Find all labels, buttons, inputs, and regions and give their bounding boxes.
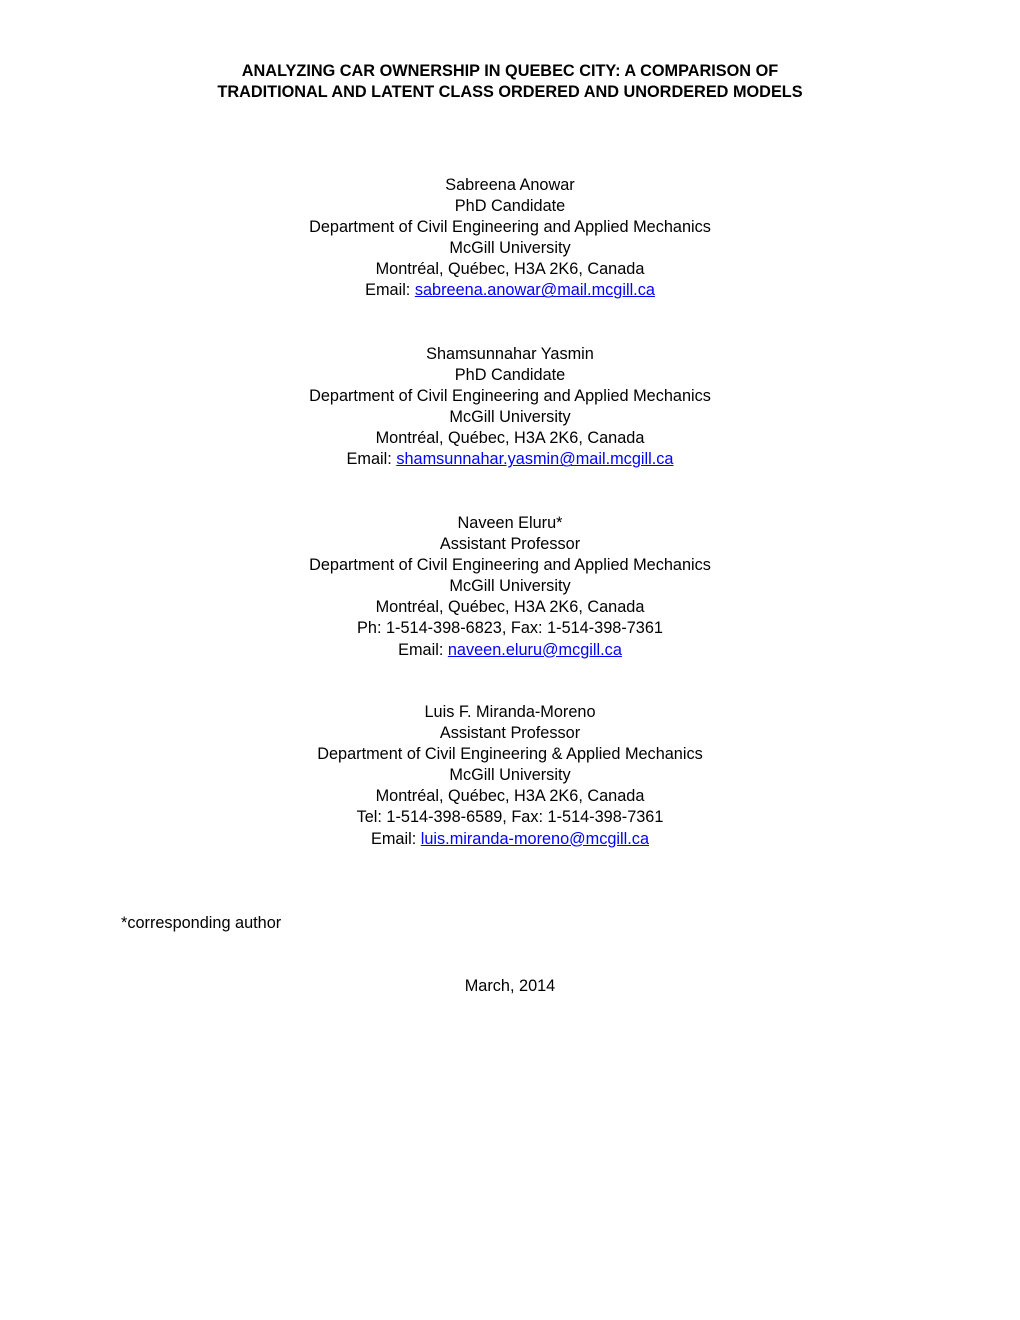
author-university: McGill University xyxy=(449,239,571,258)
email-link[interactable]: luis.miranda-moreno@mcgill.ca xyxy=(420,829,650,848)
author-address: Montréal, Québec, H3A 2K6, Canada xyxy=(375,787,645,806)
author-name: Luis F. Miranda-Moreno xyxy=(424,703,596,721)
author-name: Shamsunnahar Yasmin xyxy=(426,345,594,363)
author-position: PhD Candidate xyxy=(454,197,566,216)
author-phone: Tel: 1-514-398-6589, Fax: 1-514-398-7361 xyxy=(356,808,664,827)
paper-title-line-2: TRADITIONAL AND LATENT CLASS ORDERED AND UNORDERED MODELS xyxy=(217,83,803,101)
author-department: Department of Civil Engineering and Applied Mechanics xyxy=(309,556,711,575)
author-university: McGill University xyxy=(449,577,571,596)
email-link[interactable]: sabreena.anowar@mail.mcgill.ca xyxy=(414,281,655,300)
paper-title xyxy=(60,61,960,103)
corresponding-author-note: *corresponding author xyxy=(121,914,282,932)
email-label: Email: xyxy=(365,281,415,300)
author-position: Assistant Professor xyxy=(439,724,581,743)
author-address: Montréal, Québec, H3A 2K6, Canada xyxy=(375,260,645,279)
author-block-miranda-moreno xyxy=(110,702,910,850)
author-phone: Ph: 1-514-398-6823, Fax: 1-514-398-7361 xyxy=(357,619,663,638)
email-link[interactable]: shamsunnahar.yasmin@mail.mcgill.ca xyxy=(396,450,674,469)
author-name: Sabreena Anowar xyxy=(445,176,575,194)
email-label: Email: xyxy=(398,640,448,659)
author-block-eluru xyxy=(110,513,910,661)
email-link[interactable]: naveen.eluru@mcgill.ca xyxy=(447,640,622,659)
author-position: Assistant Professor xyxy=(439,535,581,554)
author-email-line xyxy=(110,829,910,850)
author-block-anowar xyxy=(110,175,910,302)
author-university: McGill University xyxy=(449,766,571,785)
author-university: McGill University xyxy=(449,408,571,427)
author-address: Montréal, Québec, H3A 2K6, Canada xyxy=(375,429,645,448)
author-email-line xyxy=(110,280,910,301)
author-email-line xyxy=(110,449,910,470)
email-label: Email: xyxy=(370,829,421,848)
author-name: Naveen Eluru* xyxy=(457,514,563,532)
author-address: Montréal, Québec, H3A 2K6, Canada xyxy=(375,598,645,617)
author-department: Department of Civil Engineering and Applied Mechanics xyxy=(309,218,711,237)
author-department: Department of Civil Engineering & Applied Mechanics xyxy=(317,745,703,764)
email-label: Email: xyxy=(346,450,397,469)
author-position: PhD Candidate xyxy=(454,366,566,385)
author-department: Department of Civil Engineering and Applied Mechanics xyxy=(309,387,711,406)
publication-date: March, 2014 xyxy=(464,977,556,995)
paper-title-line-1: ANALYZING CAR OWNERSHIP IN QUEBEC CITY: A COMPARISON OF xyxy=(241,62,779,80)
author-email-line xyxy=(110,640,910,661)
author-block-yasmin xyxy=(110,344,910,471)
